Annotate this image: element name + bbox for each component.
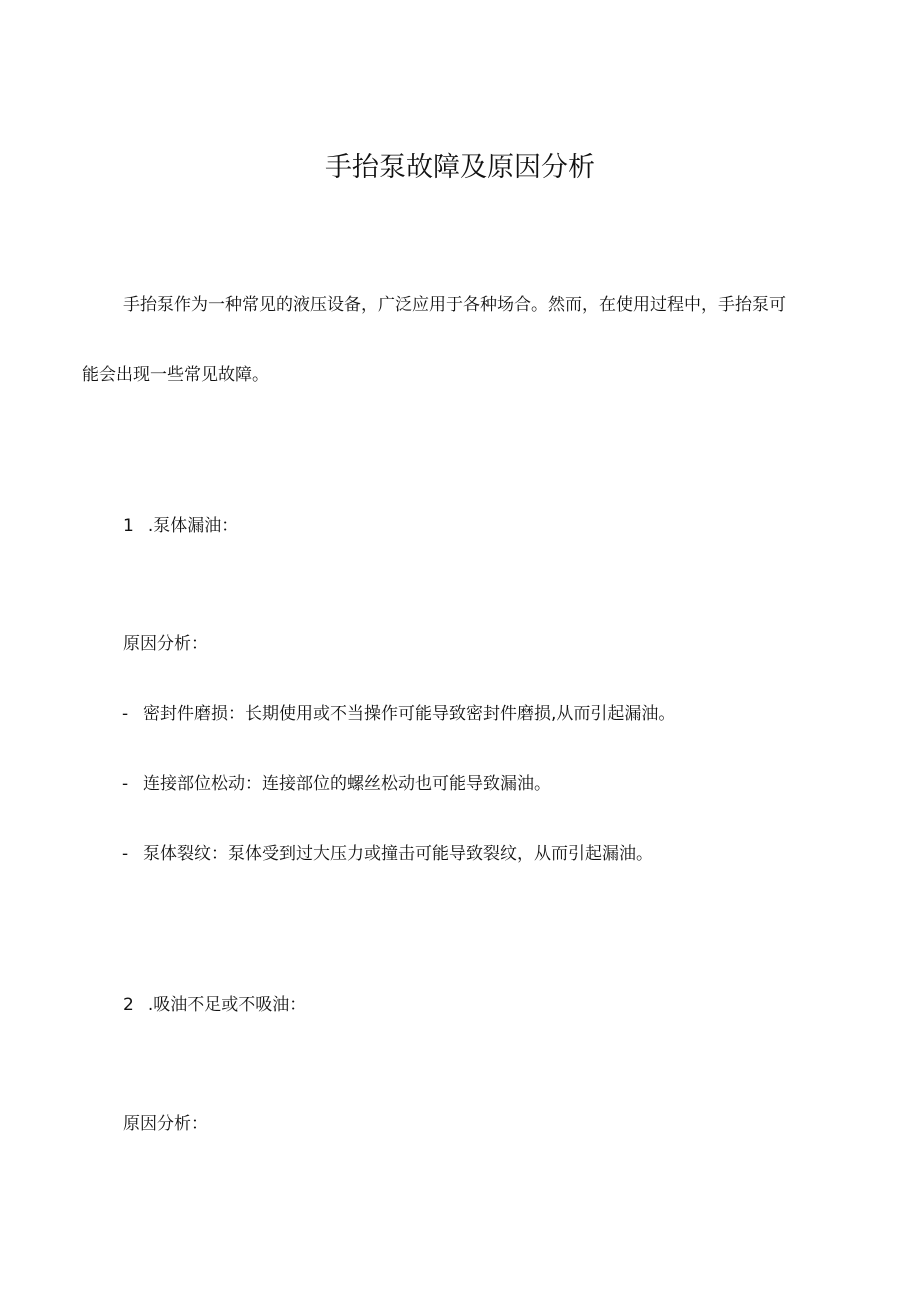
document-title: 手抬泵故障及原因分析 bbox=[325, 152, 595, 183]
section-1-bullet-3 bbox=[122, 842, 653, 866]
section-1-reason-label: 原因分析： bbox=[123, 634, 208, 654]
section-1-heading bbox=[123, 514, 238, 538]
intro-paragraph-line-2: 能会出现一些常见故障。 bbox=[82, 365, 269, 385]
section-1-heading-text: .泵体漏油： bbox=[147, 516, 239, 536]
section-2-heading-text: .吸油不足或不吸油： bbox=[147, 995, 307, 1015]
bullet-text: 泵体裂纹：泵体受到过大压力或撞击可能导致裂纹，从而引起漏油。 bbox=[143, 844, 653, 864]
intro-paragraph-line-1: 手抬泵作为一种常见的液压设备，广泛应用于各种场合。然而，在使用过程中，手抬泵可 bbox=[123, 295, 786, 315]
section-1-number: 1 bbox=[123, 516, 134, 536]
bullet-marker: - bbox=[122, 774, 129, 794]
bullet-text: 连接部位松动：连接部位的螺丝松动也可能导致漏油。 bbox=[143, 774, 551, 794]
section-2-heading bbox=[123, 993, 306, 1017]
section-1-bullet-1 bbox=[122, 702, 675, 726]
bullet-text: 密封件磨损：长期使用或不当操作可能导致密封件磨损,从而引起漏油。 bbox=[143, 704, 676, 724]
section-1-bullet-2 bbox=[122, 772, 551, 796]
bullet-marker: - bbox=[122, 704, 129, 724]
section-2-reason-label: 原因分析： bbox=[123, 1114, 208, 1134]
section-2-number: 2 bbox=[123, 995, 134, 1015]
bullet-marker: - bbox=[122, 844, 129, 864]
